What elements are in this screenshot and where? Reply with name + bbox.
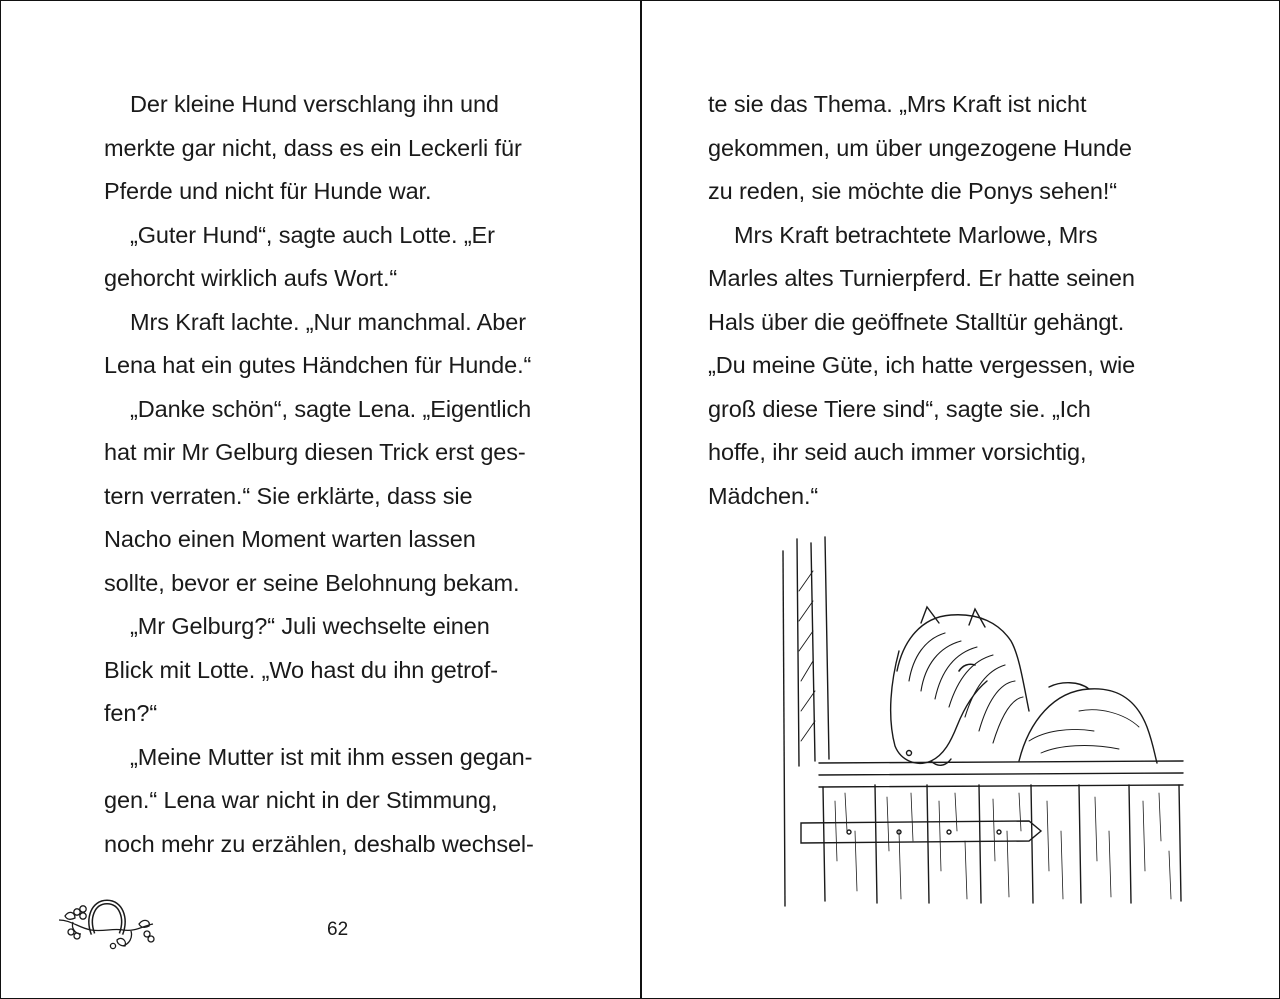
left-page	[1, 1, 642, 998]
text-line: noch mehr zu erzählen, deshalb wechsel-	[104, 830, 534, 857]
text-line: hat mir Mr Gelburg diesen Trick erst ges-	[104, 439, 526, 465]
text-line: fen?“	[104, 700, 158, 726]
text-line: groß diese Tiere sind“, sagte sie. „Ich	[708, 395, 1091, 422]
text-line: Mrs Kraft lachte. „Nur manchmal. Aber	[130, 308, 526, 335]
text-line: Hals über die geöffnete Stalltür gehängt.	[708, 308, 1125, 335]
text-line: te sie das Thema. „Mrs Kraft ist nicht	[708, 91, 1087, 117]
left-page-text	[104, 83, 534, 866]
text-line: tern verraten.“ Sie erklärte, dass sie	[104, 482, 473, 509]
text-line: Mädchen.“	[708, 482, 819, 509]
text-line: gehorcht wirklich aufs Wort.“	[104, 265, 398, 291]
text-line: „Mr Gelburg?“ Juli wechselte einen	[130, 613, 490, 639]
horseshoe-with-flowers-icon	[53, 894, 157, 956]
pony-in-stable-icon	[779, 531, 1189, 916]
text-line: Pferde und nicht für Hunde war.	[104, 178, 432, 204]
text-line: Der kleine Hund verschlang ihn und	[130, 91, 499, 117]
text-line: merkte gar nicht, dass es ein Leckerli für	[104, 134, 522, 161]
right-page-text	[708, 83, 1135, 518]
right-page	[642, 1, 1279, 998]
text-line: „Meine Mutter ist mit ihm essen gegan-	[130, 743, 533, 770]
text-line: „Danke schön“, sagte Lena. „Eigentlich	[130, 395, 532, 422]
text-line: „Du meine Güte, ich hatte vergessen, wie	[708, 352, 1136, 378]
text-line: „Guter Hund“, sagte auch Lotte. „Er	[130, 221, 495, 248]
text-line: Nacho einen Moment warten lassen	[104, 526, 476, 552]
text-line: Lena hat ein gutes Händchen für Hunde.“	[104, 352, 532, 378]
text-line: gekommen, um über ungezogene Hunde	[708, 134, 1132, 161]
text-line: Blick mit Lotte. „Wo hast du ihn getrof-	[104, 656, 498, 683]
text-line: Mrs Kraft betrachtete Marlowe, Mrs	[734, 221, 1098, 248]
text-line: Marles altes Turnierpferd. Er hatte seinen	[708, 265, 1135, 291]
text-line: gen.“ Lena war nicht in der Stimmung,	[104, 787, 498, 813]
text-line: sollte, bevor er seine Belohnung bekam.	[104, 569, 520, 596]
text-line: zu reden, sie möchte die Ponys sehen!“	[708, 178, 1117, 204]
page-number: 62	[327, 919, 349, 940]
text-line: hoffe, ihr seid auch immer vorsichtig,	[708, 439, 1087, 465]
